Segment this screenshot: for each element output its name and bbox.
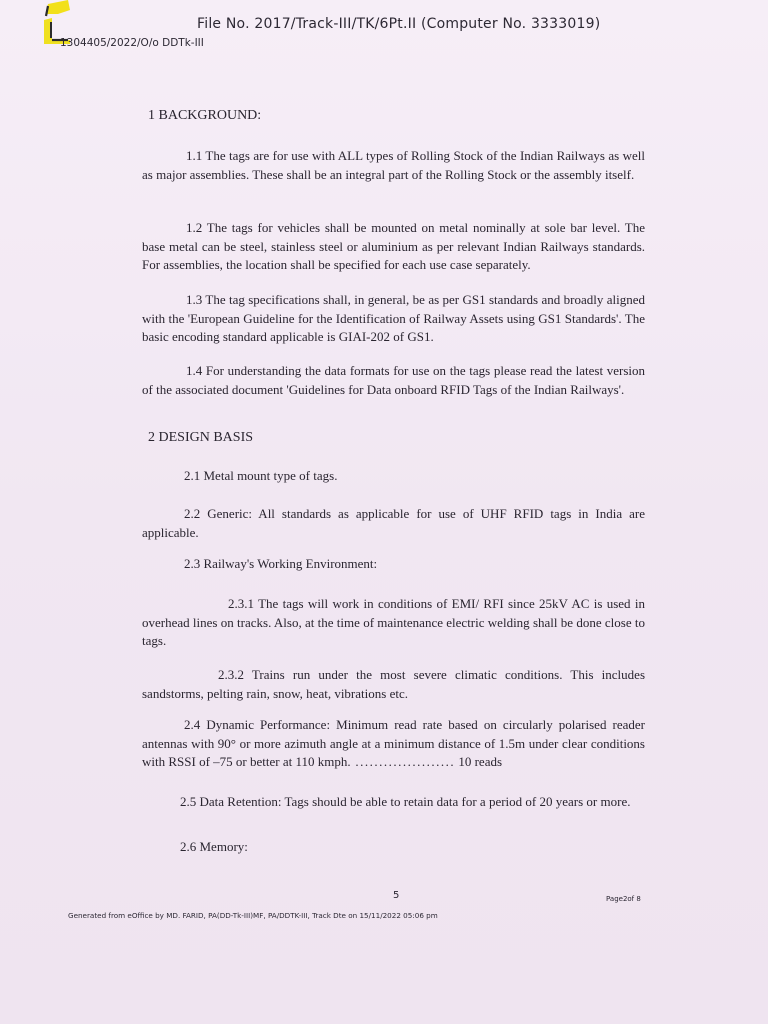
page-of-label: Page2of 8: [606, 895, 641, 903]
paragraph-2-3: 2.3 Railway's Working Environment:: [184, 556, 378, 571]
paragraph-2-3-2: 2.3.2 Trains run under the most severe climatic conditions. This includes sandstorms, pelting rain, snow, heat, vibrations etc.: [142, 667, 645, 701]
page-number: 5: [393, 890, 400, 901]
section-1-heading: 1 BACKGROUND:: [148, 108, 262, 123]
read-rate-value: 10 reads: [458, 754, 503, 769]
paragraph-2-3-1: 2.3.1 The tags will work in conditions of EMI/ RFI since 25kV AC is used in overhead lines on tracks. Also, at the time of maintenance electric welding shall be done close to tags.: [142, 596, 645, 648]
reference-number: 1304405/2022/O/o DDTk-III: [60, 37, 204, 49]
section-2-heading: 2 DESIGN BASIS: [148, 430, 254, 445]
paragraph-1-2: 1.2 The tags for vehicles shall be mounted on metal nominally at sole bar level. The base metal can be steel, stainless steel or aluminium as per relevant Indian Railways standards. For assemblies, the location shall be specified for each use case separately.: [142, 220, 645, 272]
paragraph-2-4: [142, 716, 645, 772]
paragraph-2-6: 2.6 Memory:: [180, 839, 248, 854]
paragraph-2-5: 2.5 Data Retention: Tags should be able to retain data for a period of 20 years or more.: [180, 794, 631, 809]
paragraph-2-2: 2.2 Generic: All standards as applicable for use of UHF RFID tags in India are applicable.: [142, 506, 645, 540]
paragraph-2-1: 2.1 Metal mount type of tags.: [184, 468, 338, 483]
paragraph-2-4-text: 2.4 Dynamic Performance: Minimum read rate based on circularly polarised reader antennas with 90° or more azimuth angle at a minimum distance of 1.5m under clear conditions with RSSI of –75 or better at 110 kmph.: [142, 717, 645, 769]
paragraph-1-4: 1.4 For understanding the data formats for use on the tags please read the latest version of the associated document 'Guidelines for Data onboard RFID Tags of the Indian Railways'.: [142, 363, 645, 397]
dotted-leader: .....................: [350, 754, 456, 769]
file-number-header: File No. 2017/Track-III/TK/6Pt.II (Computer No. 3333019): [197, 16, 601, 32]
paragraph-1-3: 1.3 The tag specifications shall, in general, be as per GS1 standards and broadly aligned with the 'European Guideline for the Identification of Railway Assets using GS1 Standards'. The basic encoding standard applicable is GIAI-202 of GS1.: [142, 292, 645, 344]
paragraph-1-1: 1.1 The tags are for use with ALL types of Rolling Stock of the Indian Railways as well as major assemblies. These shall be an integral part of the Rolling Stock or the assembly itself.: [142, 148, 645, 182]
eoffice-footer: Generated from eOffice by MD. FARID, PA(DD-Tk-III)MF, PA/DDTK-III, Track Dte on 15/11/2022 05:06 pm: [68, 911, 438, 920]
